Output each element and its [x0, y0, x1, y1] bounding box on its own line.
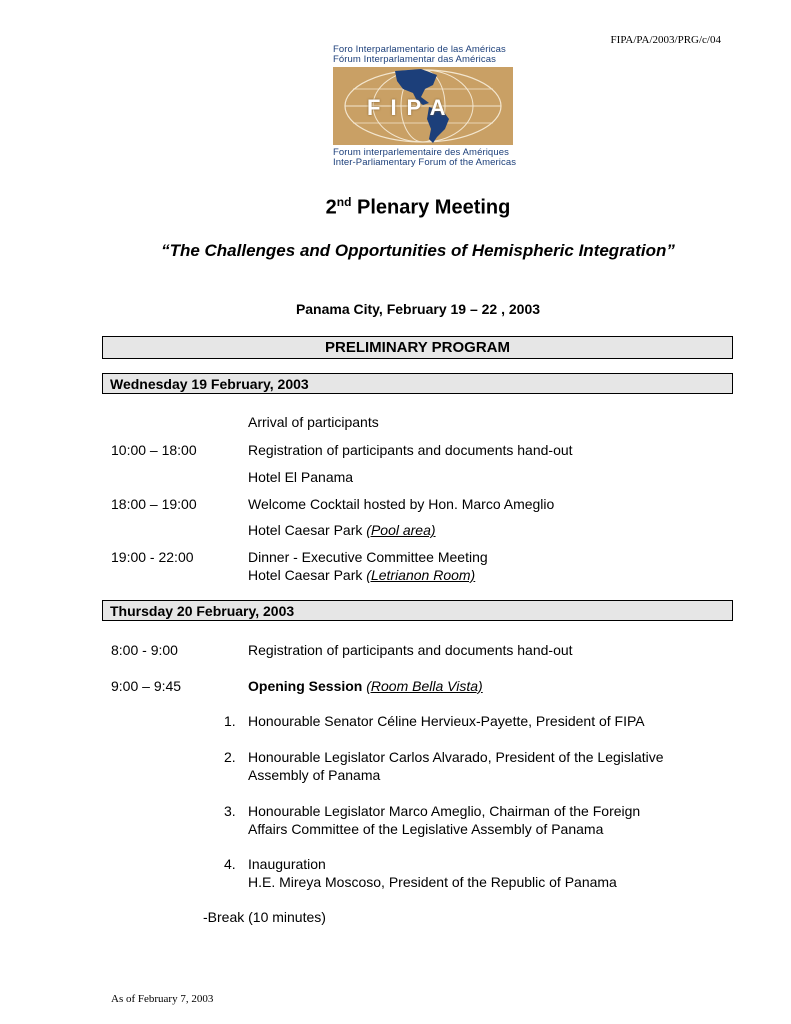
venue-name: Hotel Caesar Park	[248, 522, 367, 538]
fipa-logo	[333, 44, 517, 169]
title-rest: Plenary Meeting	[351, 196, 511, 219]
program-header: PRELIMINARY PROGRAM	[102, 336, 733, 359]
wed-item-registration: Registration of participants and documents hand-out	[248, 442, 573, 458]
venue-room-link[interactable]: (Letrianon Room)	[366, 567, 476, 583]
opening-room-link[interactable]: (Room Bella Vista)	[366, 678, 483, 694]
venue-room-link[interactable]: (Pool area)	[366, 522, 436, 538]
title-ordinal-suffix: nd	[336, 195, 352, 209]
meeting-theme: “The Challenges and Opportunities of Hemispheric Integration”	[161, 241, 675, 260]
logo-globe-panel	[333, 67, 513, 145]
speaker-text-continued: H.E. Mireya Moscoso, President of the Republic of Panama	[248, 874, 617, 890]
wed-time-3: 19:00 - 22:00	[111, 549, 194, 565]
speaker-item	[248, 748, 728, 784]
wed-item-dinner-venue	[248, 567, 475, 583]
speaker-text: Inauguration	[248, 856, 326, 872]
footer-date: As of February 7, 2003	[111, 993, 214, 1005]
meeting-title	[0, 195, 791, 220]
speaker-text-continued: Affairs Committee of the Legislative Assembly of Panama	[248, 821, 604, 837]
venue-name: Hotel Caesar Park	[248, 567, 367, 583]
speaker-item	[248, 802, 728, 838]
document-reference: FIPA/PA/2003/PRG/c/04	[610, 34, 721, 46]
speaker-text-continued: Assembly of Panama	[248, 767, 381, 783]
logo-wordmark: FIPA	[367, 95, 456, 120]
logo-line-portuguese: Fórum Interparlamentar das Américas	[333, 54, 496, 65]
meeting-location-date: Panama City, February 19 – 22 , 2003	[295, 301, 541, 317]
thu-item-opening	[248, 678, 483, 694]
wed-time-1: 10:00 – 18:00	[111, 442, 197, 458]
speaker-number: 4.	[224, 856, 236, 872]
wed-item-cocktail-venue	[248, 522, 436, 538]
thu-time-1: 8:00 - 9:00	[111, 642, 178, 658]
speaker-item	[248, 712, 728, 730]
thu-time-2: 9:00 – 9:45	[111, 678, 182, 694]
logo-line-french: Forum interparlementaire des Amériques	[333, 147, 509, 158]
logo-line-english: Inter-Parliamentary Forum of the Americas	[333, 157, 517, 168]
speaker-text: Honourable Legislator Marco Ameglio, Chairman of the Foreign	[248, 803, 641, 819]
wed-item-dinner: Dinner - Executive Committee Meeting	[248, 549, 488, 565]
wed-item-cocktail: Welcome Cocktail hosted by Hon. Marco Ameglio	[248, 496, 555, 512]
thu-item-registration: Registration of participants and documents hand-out	[248, 642, 573, 658]
day-header-wednesday: Wednesday 19 February, 2003	[102, 373, 733, 394]
opening-session-label: Opening Session	[248, 678, 363, 694]
wed-arrival: Arrival of participants	[248, 414, 379, 430]
day-header-thursday: Thursday 20 February, 2003	[102, 600, 733, 621]
speaker-number: 3.	[224, 803, 236, 819]
break-note: -Break (10 minutes)	[203, 909, 326, 925]
speaker-item	[248, 855, 728, 891]
wed-time-2: 18:00 – 19:00	[111, 496, 197, 512]
wed-item-registration-venue: Hotel El Panama	[248, 469, 354, 485]
speaker-text: Honourable Senator Céline Hervieux-Payette, President of FIPA	[248, 713, 645, 729]
title-ordinal: 2	[325, 196, 337, 219]
speaker-text: Honourable Legislator Carlos Alvarado, President of the Legislative	[248, 749, 664, 765]
speaker-number: 1.	[224, 713, 236, 729]
logo-line-spanish: Foro Interparlamentario de las Américas	[333, 44, 506, 55]
speaker-number: 2.	[224, 749, 236, 765]
